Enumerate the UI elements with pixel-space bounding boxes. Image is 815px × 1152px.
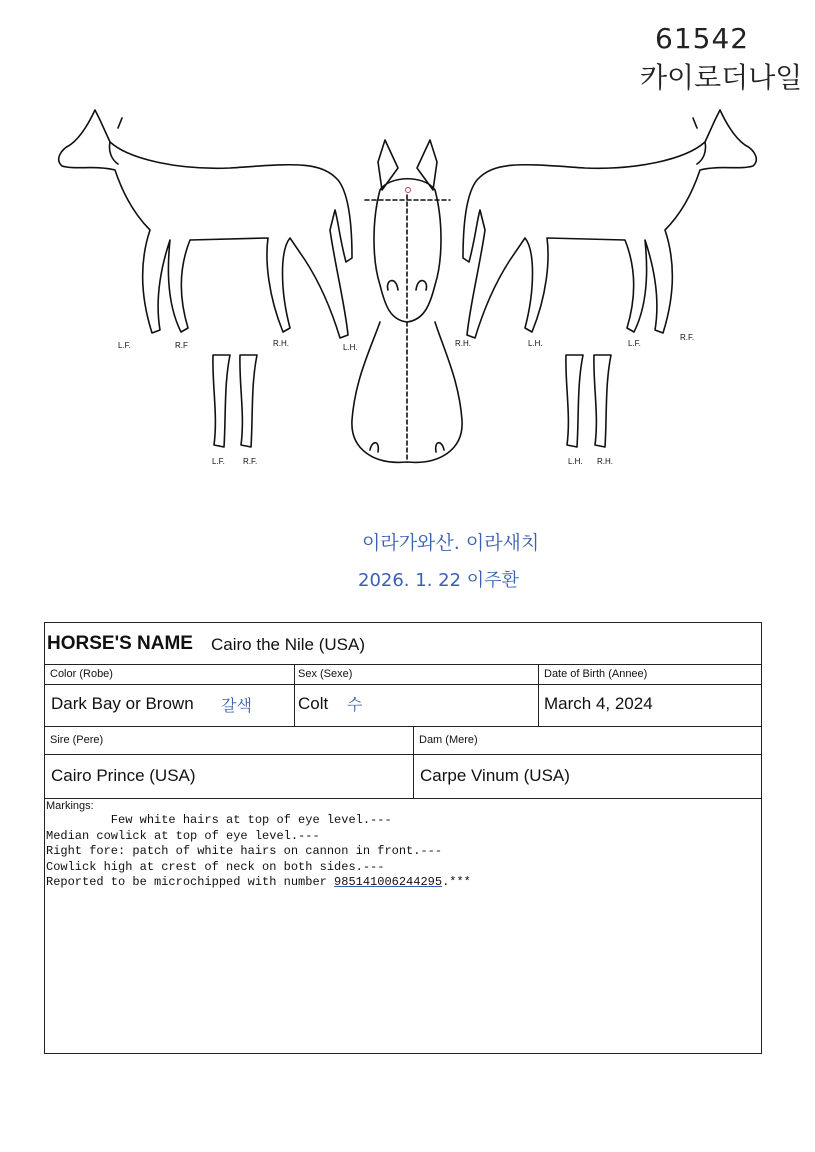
markings-line: Cowlick high at crest of neck on both sides.--- [46, 859, 385, 874]
microchip-suffix: .*** [442, 875, 471, 890]
hind-legs-outline [566, 355, 611, 447]
sex-value: Colt [298, 694, 329, 713]
markings-label: Markings: [46, 800, 94, 812]
front-head-outline [352, 140, 462, 462]
dob-label: Date of Birth (Annee) [544, 668, 648, 680]
markings-line: Median cowlick at top of eye level.--- [46, 828, 320, 843]
microchip-line [46, 875, 471, 891]
horse-markings-diagram [0, 90, 815, 490]
sire-label: Sire (Pere) [50, 734, 104, 746]
sire-value: Cairo Prince (USA) [51, 766, 196, 785]
sex-handwritten-korean: 수 [347, 695, 363, 714]
handwritten-horse-name-korean: 카이로더나일 [640, 61, 803, 94]
markings-text [46, 813, 471, 891]
horse-name-label: HORSE'S NAME [47, 633, 193, 654]
handwritten-number: 61542 [655, 22, 750, 55]
handwritten-note-line2: 2026. 1. 22 이주환 [358, 570, 519, 591]
color-value: Dark Bay or Brown [51, 694, 194, 713]
label-hind-rh: R.H. [597, 457, 613, 466]
label-hind-lh: L.H. [568, 457, 583, 466]
label-right-rf: R.F. [680, 333, 695, 342]
left-side-horse-outline [59, 110, 352, 338]
name-row [45, 623, 761, 665]
label-right-lf: L.F. [628, 339, 641, 348]
horse-identification-form [44, 622, 762, 1054]
dam-label: Dam (Mere) [419, 734, 478, 746]
color-label: Color (Robe) [50, 668, 113, 680]
dob-value: March 4, 2024 [544, 694, 653, 713]
sire-cell [45, 727, 414, 798]
label-fore-rf: R.F. [243, 457, 258, 466]
microchip-prefix: Reported to be microchipped with number [46, 875, 335, 890]
sex-cell [295, 665, 539, 726]
dam-value: Carpe Vinum (USA) [420, 766, 570, 785]
markings-line: Right fore: patch of white hairs on cannon in front.--- [46, 844, 443, 859]
right-side-horse-outline [463, 110, 756, 338]
microchip-number: 985141006244295 [334, 875, 443, 890]
handwritten-note-line1: 이라가와산. 이라새치 [362, 532, 540, 554]
color-handwritten-korean: 갈색 [221, 696, 252, 715]
label-left-lh: L.H. [343, 343, 358, 352]
label-left-lf: L.F. [118, 341, 131, 350]
fore-legs-outline [213, 355, 257, 447]
label-fore-lf: L.F. [212, 457, 225, 466]
label-right-lh: L.H. [528, 339, 543, 348]
dam-cell [414, 727, 761, 798]
sire-dam-row [45, 727, 761, 799]
markings-section [45, 799, 761, 1053]
horse-name-value: Cairo the Nile (USA) [211, 635, 365, 654]
label-left-rh: R.H. [273, 339, 289, 348]
markings-line: Few white hairs at top of eye level.--- [46, 813, 392, 827]
dob-cell [539, 665, 761, 726]
sex-label: Sex (Sexe) [298, 668, 353, 680]
color-cell [45, 665, 295, 726]
label-left-rf: R.F [175, 341, 188, 350]
color-sex-dob-row [45, 665, 761, 727]
label-right-rh: R.H. [455, 339, 471, 348]
